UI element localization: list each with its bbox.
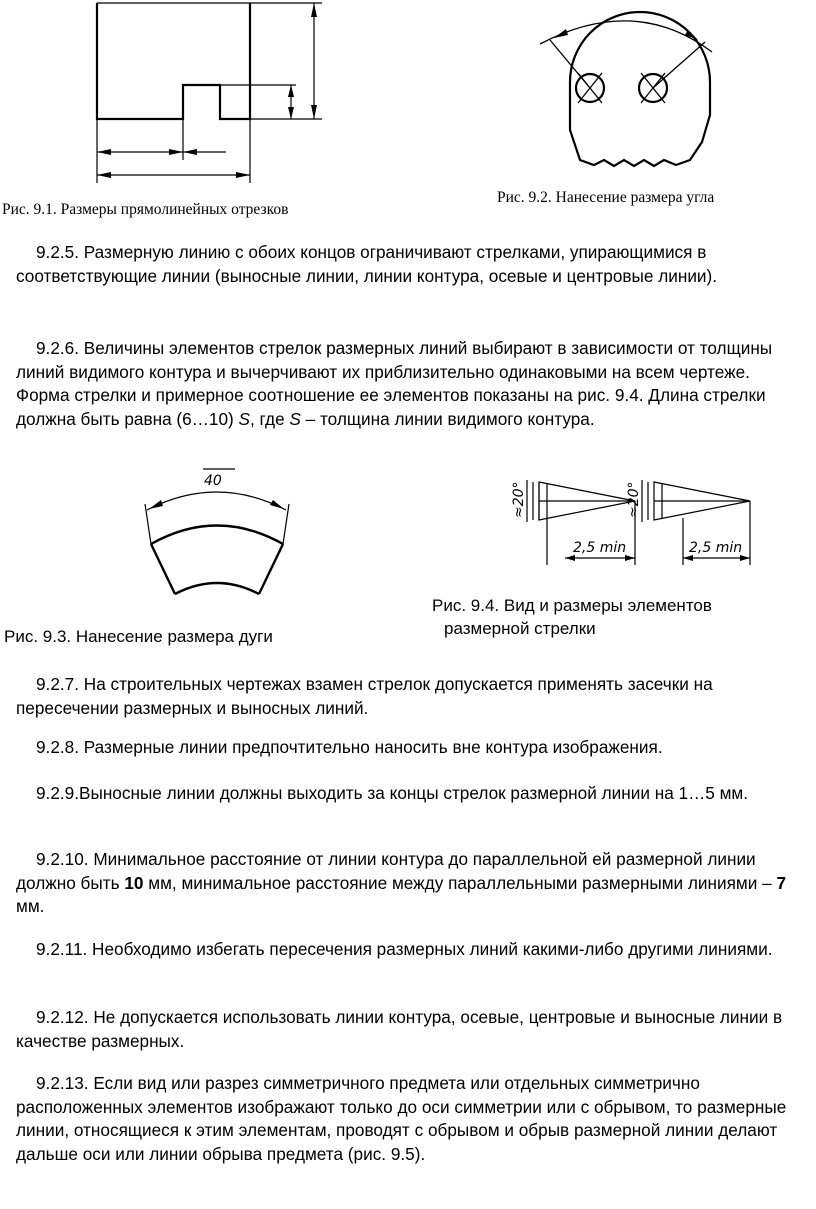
paragraph-9-2-13: 9.2.13. Если вид или разрез симметричного предмета или отдельных симметрично расположенных элементов изображают только до оси симметрии или с обрывом, то размерные линии, относящиеся к этим элементам, проводят с обрывом и обрыв размерной линии делают дальше оси или линии обрыва предмета (рис. 9.5). (16, 1073, 787, 1164)
figure-9-2-drawing (530, 10, 730, 190)
paragraph-9-2-6: 9.2.6. Величины элементов стрелок размерных линий выбирают в зависимости от толщины линий видимого контура и вычерчивают их приблизительно одинаковыми на всем чертеже. Форма стрелки и примерное соотношение ее элементов показаны на рис. 9.4. Длина стрелки должна быть равна (6…10) S, где S – толщина линии видимого контура. (16, 338, 773, 429)
paragraph-9-2-8: 9.2.8. Размерные линии предпочтительно наносить вне контура изображения. (36, 737, 663, 757)
figure-9-4-caption-line2: размерной стрелки (444, 619, 596, 638)
figure-9-4-angle-label-right: ≈20° (626, 481, 642, 518)
paragraph-9-2-10: 9.2.10. Минимальное расстояние от линии контура до параллельной ей размерной линии должно быть 10 мм, минимальное расстояние между параллельными размерными линиями – 7 мм. (16, 849, 787, 916)
paragraph-9-2-9: 9.2.9.Выносные линии должны выходить за концы стрелок размерной линии на 1…5 мм. (36, 783, 749, 803)
paragraph-9-2-5: 9.2.5. Размерную линию с обоих концов ограничивают стрелками, упирающимися в соответствующие линии (выносные линии, линии контура, осевые и центровые линии). (16, 242, 718, 286)
figure-9-3-drawing (143, 462, 303, 622)
figure-9-3-dimension-label: 40 (204, 473, 222, 489)
figure-9-3-caption: Рис. 9.3. Нанесение размера дуги (4, 627, 273, 646)
paragraph-9-2-7: 9.2.7. На строительных чертежах взамен стрелок допускается применять засечки на пересечении размерных и выносных линий. (16, 674, 713, 718)
figure-9-2-caption: Рис. 9.2. Нанесение размера угла (497, 189, 715, 206)
paragraph-9-2-11: 9.2.11. Необходимо избегать пересечения размерных линий какими-либо другими линиями. (36, 939, 773, 959)
figure-9-4-length-label-left: 2,5 min (573, 540, 627, 556)
figure-9-1-drawing (0, 0, 340, 185)
paragraph-9-2-12: 9.2.12. Не допускается использовать линии контура, осевые, центровые и выносные линии в качестве размерных. (16, 1007, 783, 1051)
figure-9-4-caption-line1: Рис. 9.4. Вид и размеры элементов (432, 596, 712, 615)
figure-9-1-caption: Рис. 9.1. Размеры прямолинейных отрезков (2, 201, 289, 218)
figure-9-4-length-label-right: 2,5 min (689, 540, 743, 556)
figure-9-4-drawing (505, 470, 775, 580)
figure-9-4-angle-label-left: ≈20° (511, 481, 527, 518)
